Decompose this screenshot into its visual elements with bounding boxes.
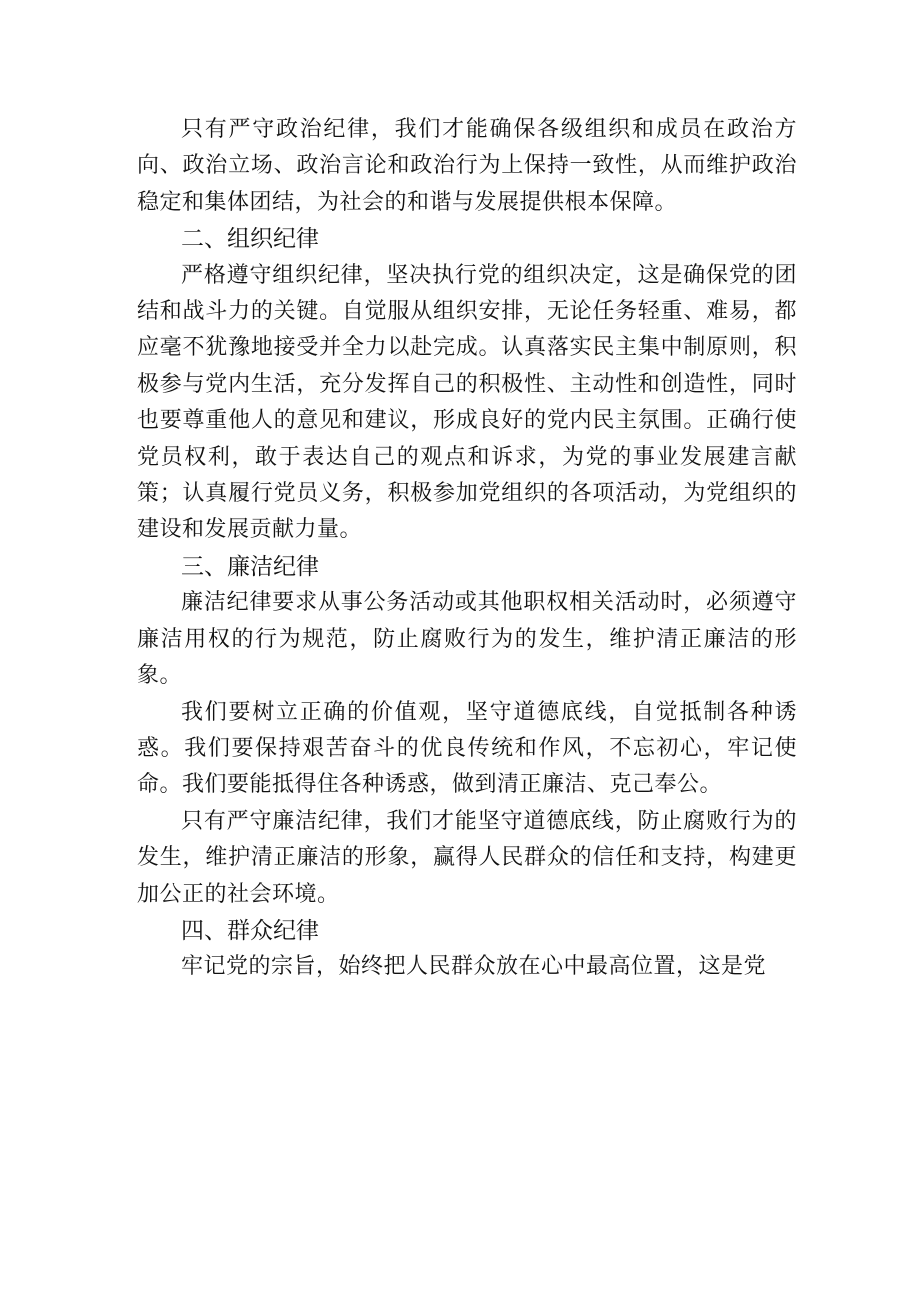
document-body (137, 112, 797, 986)
paragraph-integrity-conclusion: 只有严守廉洁纪律，我们才能坚守道德底线，防止腐败行为的发生，维护清正廉洁的形象，赢得人民群众的信任和支持，构建更加公正的社会环境。 (137, 808, 797, 907)
heading-organizational-discipline: 二、组织纪律 (181, 226, 319, 253)
paragraph-organizational-discipline: 严格遵守组织纪律，坚决执行党的组织决定，这是确保党的团结和战斗力的关键。自觉服从组织安排，无论任务轻重、难易，都应毫不犹豫地接受并全力以赴完成。认真落实民主集中制原则，积极参与党内生活，充分发挥自己的积极性、主动性和创造性，同时也要尊重他人的意见和建议，形成良好的党内民主氛围。正确行使党员权利，敢于表达自己的观点和诉求，为党的事业发展建言献策；认真履行党员义务，积极参加党组织的各项活动，为党组织的建设和发展贡献力量。 (137, 262, 797, 543)
paragraph-values: 我们要树立正确的价值观，坚守道德底线，自觉抵制各种诱惑。我们要保持艰苦奋斗的优良传统和作风，不忘初心，牢记使命。我们要能抵得住各种诱惑，做到清正廉洁、克己奉公。 (137, 699, 797, 798)
paragraph-integrity-requirement: 廉洁纪律要求从事公务活动或其他职权相关活动时，必须遵守廉洁用权的行为规范，防止腐败行为的发生，维护清正廉洁的形象。 (137, 590, 797, 689)
paragraph-political-discipline-conclusion: 只有严守政治纪律，我们才能确保各级组织和成员在政治方向、政治立场、政治言论和政治行为上保持一致性，从而维护政治稳定和集体团结，为社会的和谐与发展提供根本保障。 (137, 117, 797, 215)
heading-mass-discipline: 四、群众纪律 (181, 917, 319, 944)
paragraph-mass-discipline: 牢记党的宗旨，始终把人民群众放在心中最高位置，这是党 (181, 954, 767, 980)
heading-integrity-discipline: 三、廉洁纪律 (181, 553, 319, 580)
